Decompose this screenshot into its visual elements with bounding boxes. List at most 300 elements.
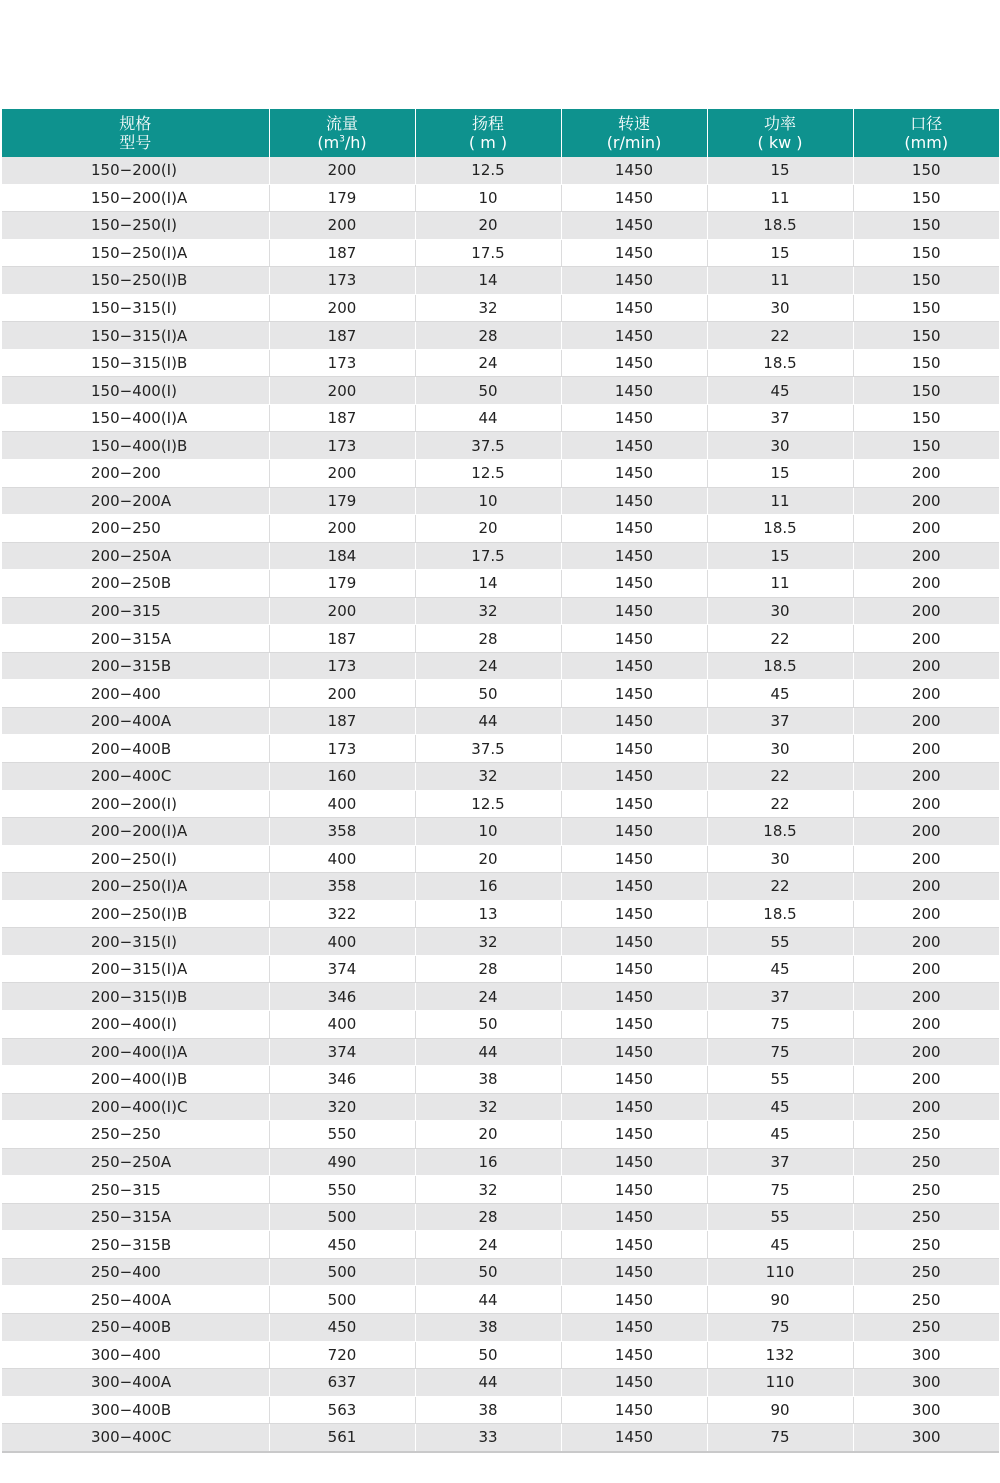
cell-flow: 358 <box>269 818 415 846</box>
cell-head: 24 <box>415 1231 561 1259</box>
cell-diameter: 200 <box>853 1010 999 1038</box>
cell-power: 15 <box>707 460 853 488</box>
cell-model: 150−315(I) <box>2 294 269 322</box>
cell-model: 250−400A <box>2 1286 269 1314</box>
cell-flow: 200 <box>269 157 415 184</box>
cell-head: 20 <box>415 515 561 543</box>
table-row <box>2 239 999 267</box>
header-power: 功率 ( kw ) <box>707 109 853 157</box>
cell-model: 200−400(I)B <box>2 1066 269 1094</box>
cell-power: 22 <box>707 790 853 818</box>
cell-power: 30 <box>707 294 853 322</box>
cell-flow: 450 <box>269 1231 415 1259</box>
cell-diameter: 300 <box>853 1341 999 1369</box>
table-row <box>2 570 999 598</box>
cell-model: 200−200(I) <box>2 790 269 818</box>
cell-model: 250−400 <box>2 1258 269 1286</box>
cell-model: 200−400B <box>2 735 269 763</box>
cell-speed: 1450 <box>561 1424 707 1452</box>
cell-power: 37 <box>707 707 853 735</box>
cell-head: 38 <box>415 1396 561 1424</box>
cell-flow: 400 <box>269 1010 415 1038</box>
table-row <box>2 294 999 322</box>
cell-speed: 1450 <box>561 955 707 983</box>
cell-flow: 400 <box>269 845 415 873</box>
cell-diameter: 150 <box>853 212 999 240</box>
table-row <box>2 460 999 488</box>
cell-model: 200−400(I)C <box>2 1093 269 1121</box>
cell-head: 10 <box>415 184 561 212</box>
table-row <box>2 763 999 791</box>
cell-flow: 490 <box>269 1148 415 1176</box>
cell-head: 32 <box>415 763 561 791</box>
cell-diameter: 200 <box>853 873 999 901</box>
cell-flow: 200 <box>269 597 415 625</box>
cell-power: 22 <box>707 625 853 653</box>
table-row <box>2 515 999 543</box>
header-head: 扬程 ( m ) <box>415 109 561 157</box>
cell-flow: 187 <box>269 404 415 432</box>
cell-model: 150−315(I)A <box>2 322 269 350</box>
cell-diameter: 150 <box>853 239 999 267</box>
table-row <box>2 1148 999 1176</box>
table-row <box>2 157 999 184</box>
cell-head: 12.5 <box>415 790 561 818</box>
cell-speed: 1450 <box>561 625 707 653</box>
cell-power: 45 <box>707 680 853 708</box>
cell-model: 200−315(I)A <box>2 955 269 983</box>
cell-head: 44 <box>415 404 561 432</box>
cell-power: 45 <box>707 1231 853 1259</box>
cell-model: 150−400(I)B <box>2 432 269 460</box>
cell-model: 200−400(I)A <box>2 1038 269 1066</box>
cell-speed: 1450 <box>561 322 707 350</box>
cell-power: 18.5 <box>707 818 853 846</box>
cell-power: 55 <box>707 928 853 956</box>
cell-speed: 1450 <box>561 735 707 763</box>
cell-model: 200−400C <box>2 763 269 791</box>
cell-diameter: 250 <box>853 1203 999 1231</box>
cell-flow: 200 <box>269 212 415 240</box>
cell-power: 45 <box>707 377 853 405</box>
cell-flow: 200 <box>269 515 415 543</box>
table-row <box>2 873 999 901</box>
header-speed: 转速 (r/min) <box>561 109 707 157</box>
cell-model: 200−400(I) <box>2 1010 269 1038</box>
cell-speed: 1450 <box>561 1396 707 1424</box>
cell-power: 22 <box>707 873 853 901</box>
cell-speed: 1450 <box>561 212 707 240</box>
cell-model: 200−400A <box>2 707 269 735</box>
table-row <box>2 955 999 983</box>
cell-diameter: 200 <box>853 790 999 818</box>
cell-diameter: 150 <box>853 267 999 295</box>
header-diameter: 口径 (mm) <box>853 109 999 157</box>
cell-speed: 1450 <box>561 873 707 901</box>
cell-diameter: 250 <box>853 1121 999 1149</box>
cell-flow: 500 <box>269 1258 415 1286</box>
cell-model: 200−315(I)B <box>2 983 269 1011</box>
cell-power: 45 <box>707 955 853 983</box>
table-row <box>2 818 999 846</box>
cell-head: 17.5 <box>415 239 561 267</box>
cell-flow: 173 <box>269 652 415 680</box>
cell-model: 200−315 <box>2 597 269 625</box>
table-header <box>2 109 999 157</box>
cell-speed: 1450 <box>561 597 707 625</box>
cell-model: 300−400B <box>2 1396 269 1424</box>
cell-model: 200−250(I) <box>2 845 269 873</box>
cell-head: 50 <box>415 1341 561 1369</box>
cell-model: 150−315(I)B <box>2 349 269 377</box>
cell-head: 50 <box>415 1010 561 1038</box>
table-row <box>2 928 999 956</box>
cell-diameter: 200 <box>853 570 999 598</box>
table-row <box>2 184 999 212</box>
cell-diameter: 200 <box>853 652 999 680</box>
table-row <box>2 845 999 873</box>
cell-flow: 400 <box>269 790 415 818</box>
cell-head: 32 <box>415 597 561 625</box>
cell-model: 250−250 <box>2 1121 269 1149</box>
cell-power: 75 <box>707 1313 853 1341</box>
cell-diameter: 250 <box>853 1258 999 1286</box>
header-flow: 流量 $(m^3/h)$ <box>269 109 415 157</box>
cell-diameter: 150 <box>853 294 999 322</box>
table-row <box>2 377 999 405</box>
cell-head: 10 <box>415 487 561 515</box>
cell-diameter: 200 <box>853 763 999 791</box>
table-row <box>2 1231 999 1259</box>
cell-diameter: 250 <box>853 1176 999 1204</box>
cell-head: 32 <box>415 1093 561 1121</box>
cell-model: 150−200(I)A <box>2 184 269 212</box>
table-row <box>2 625 999 653</box>
cell-model: 200−250(I)B <box>2 900 269 928</box>
cell-speed: 1450 <box>561 818 707 846</box>
cell-power: 55 <box>707 1203 853 1231</box>
cell-model: 150−250(I)A <box>2 239 269 267</box>
cell-power: 55 <box>707 1066 853 1094</box>
cell-model: 200−250(I)A <box>2 873 269 901</box>
cell-model: 200−400 <box>2 680 269 708</box>
table-row <box>2 349 999 377</box>
table-row <box>2 1424 999 1452</box>
cell-flow: 179 <box>269 570 415 598</box>
cell-power: 90 <box>707 1286 853 1314</box>
cell-flow: 173 <box>269 735 415 763</box>
cell-diameter: 200 <box>853 542 999 570</box>
cell-diameter: 300 <box>853 1424 999 1452</box>
cell-speed: 1450 <box>561 1369 707 1397</box>
table-row <box>2 322 999 350</box>
cell-model: 150−400(I)A <box>2 404 269 432</box>
cell-flow: 160 <box>269 763 415 791</box>
cell-flow: 173 <box>269 349 415 377</box>
table-row <box>2 790 999 818</box>
cell-model: 150−250(I) <box>2 212 269 240</box>
cell-speed: 1450 <box>561 1010 707 1038</box>
cell-speed: 1450 <box>561 542 707 570</box>
cell-head: 32 <box>415 1176 561 1204</box>
cell-flow: 187 <box>269 322 415 350</box>
cell-power: 37 <box>707 404 853 432</box>
cell-head: 28 <box>415 625 561 653</box>
cell-flow: 400 <box>269 928 415 956</box>
cell-model: 200−250A <box>2 542 269 570</box>
cell-diameter: 150 <box>853 349 999 377</box>
cell-flow: 500 <box>269 1286 415 1314</box>
cell-speed: 1450 <box>561 1148 707 1176</box>
cell-speed: 1450 <box>561 928 707 956</box>
cell-power: 18.5 <box>707 652 853 680</box>
cell-diameter: 200 <box>853 845 999 873</box>
cell-diameter: 200 <box>853 487 999 515</box>
cell-diameter: 200 <box>853 928 999 956</box>
cell-speed: 1450 <box>561 1176 707 1204</box>
cell-head: 44 <box>415 707 561 735</box>
table-row <box>2 542 999 570</box>
cell-diameter: 200 <box>853 680 999 708</box>
cell-flow: 200 <box>269 680 415 708</box>
cell-power: 75 <box>707 1424 853 1452</box>
cell-model: 300−400A <box>2 1369 269 1397</box>
cell-model: 300−400C <box>2 1424 269 1452</box>
cell-power: 45 <box>707 1093 853 1121</box>
table-row <box>2 404 999 432</box>
cell-flow: 322 <box>269 900 415 928</box>
cell-head: 50 <box>415 377 561 405</box>
table-row <box>2 1093 999 1121</box>
cell-model: 200−200 <box>2 460 269 488</box>
cell-head: 32 <box>415 294 561 322</box>
table-row <box>2 1258 999 1286</box>
cell-head: 13 <box>415 900 561 928</box>
cell-diameter: 150 <box>853 432 999 460</box>
table-row <box>2 1066 999 1094</box>
cell-speed: 1450 <box>561 267 707 295</box>
cell-speed: 1450 <box>561 1093 707 1121</box>
cell-diameter: 150 <box>853 377 999 405</box>
cell-power: 30 <box>707 845 853 873</box>
cell-speed: 1450 <box>561 184 707 212</box>
cell-power: 15 <box>707 542 853 570</box>
cell-head: 44 <box>415 1038 561 1066</box>
cell-flow: 500 <box>269 1203 415 1231</box>
cell-power: 15 <box>707 239 853 267</box>
cell-speed: 1450 <box>561 460 707 488</box>
cell-speed: 1450 <box>561 707 707 735</box>
cell-head: 10 <box>415 818 561 846</box>
cell-speed: 1450 <box>561 432 707 460</box>
table-row <box>2 652 999 680</box>
cell-flow: 200 <box>269 377 415 405</box>
cell-speed: 1450 <box>561 294 707 322</box>
table-row <box>2 1176 999 1204</box>
cell-head: 16 <box>415 1148 561 1176</box>
cell-flow: 563 <box>269 1396 415 1424</box>
cell-speed: 1450 <box>561 763 707 791</box>
cell-diameter: 200 <box>853 983 999 1011</box>
table-row <box>2 900 999 928</box>
cell-flow: 200 <box>269 294 415 322</box>
cell-power: 15 <box>707 157 853 184</box>
header-row <box>2 109 999 157</box>
cell-power: 90 <box>707 1396 853 1424</box>
cell-flow: 450 <box>269 1313 415 1341</box>
cell-speed: 1450 <box>561 1286 707 1314</box>
cell-speed: 1450 <box>561 652 707 680</box>
header-model: 规格 型号 <box>2 109 269 157</box>
cell-diameter: 200 <box>853 515 999 543</box>
cell-flow: 720 <box>269 1341 415 1369</box>
cell-flow: 374 <box>269 1038 415 1066</box>
cell-flow: 550 <box>269 1176 415 1204</box>
cell-flow: 374 <box>269 955 415 983</box>
cell-diameter: 300 <box>853 1396 999 1424</box>
cell-diameter: 200 <box>853 707 999 735</box>
cell-model: 300−400 <box>2 1341 269 1369</box>
cell-power: 22 <box>707 322 853 350</box>
cell-model: 200−315(I) <box>2 928 269 956</box>
cell-diameter: 200 <box>853 900 999 928</box>
cell-model: 250−315 <box>2 1176 269 1204</box>
table-row <box>2 735 999 763</box>
cell-speed: 1450 <box>561 1258 707 1286</box>
pump-spec-table <box>2 109 999 1453</box>
cell-power: 37 <box>707 1148 853 1176</box>
cell-power: 18.5 <box>707 900 853 928</box>
cell-diameter: 150 <box>853 184 999 212</box>
cell-speed: 1450 <box>561 487 707 515</box>
cell-diameter: 250 <box>853 1313 999 1341</box>
cell-model: 250−315A <box>2 1203 269 1231</box>
cell-diameter: 200 <box>853 460 999 488</box>
cell-diameter: 300 <box>853 1369 999 1397</box>
cell-power: 11 <box>707 570 853 598</box>
table-row <box>2 1341 999 1369</box>
cell-flow: 346 <box>269 1066 415 1094</box>
cell-power: 30 <box>707 432 853 460</box>
table-row <box>2 1203 999 1231</box>
cell-speed: 1450 <box>561 1066 707 1094</box>
cell-speed: 1450 <box>561 377 707 405</box>
cell-flow: 187 <box>269 707 415 735</box>
cell-power: 37 <box>707 983 853 1011</box>
cell-head: 14 <box>415 267 561 295</box>
cell-flow: 187 <box>269 625 415 653</box>
cell-model: 250−400B <box>2 1313 269 1341</box>
cell-power: 11 <box>707 267 853 295</box>
table-row <box>2 597 999 625</box>
cell-head: 38 <box>415 1313 561 1341</box>
cell-speed: 1450 <box>561 680 707 708</box>
table-row <box>2 1121 999 1149</box>
table-row <box>2 680 999 708</box>
cell-power: 30 <box>707 735 853 763</box>
cell-flow: 184 <box>269 542 415 570</box>
cell-power: 132 <box>707 1341 853 1369</box>
cell-flow: 561 <box>269 1424 415 1452</box>
cell-power: 11 <box>707 184 853 212</box>
table-row <box>2 1396 999 1424</box>
cell-model: 150−400(I) <box>2 377 269 405</box>
table-row <box>2 1038 999 1066</box>
cell-flow: 173 <box>269 432 415 460</box>
cell-head: 24 <box>415 983 561 1011</box>
cell-power: 30 <box>707 597 853 625</box>
cell-power: 110 <box>707 1258 853 1286</box>
cell-diameter: 200 <box>853 1093 999 1121</box>
cell-speed: 1450 <box>561 1341 707 1369</box>
cell-speed: 1450 <box>561 1231 707 1259</box>
cell-power: 75 <box>707 1176 853 1204</box>
cell-power: 22 <box>707 763 853 791</box>
cell-model: 200−315A <box>2 625 269 653</box>
cell-head: 12.5 <box>415 157 561 184</box>
cell-diameter: 250 <box>853 1286 999 1314</box>
cell-model: 200−200A <box>2 487 269 515</box>
cell-model: 250−315B <box>2 1231 269 1259</box>
cell-power: 75 <box>707 1010 853 1038</box>
cell-flow: 550 <box>269 1121 415 1149</box>
cell-flow: 320 <box>269 1093 415 1121</box>
cell-model: 150−200(I) <box>2 157 269 184</box>
cell-head: 12.5 <box>415 460 561 488</box>
cell-power: 45 <box>707 1121 853 1149</box>
table-row <box>2 707 999 735</box>
table-body <box>2 157 999 1452</box>
cell-speed: 1450 <box>561 570 707 598</box>
cell-head: 37.5 <box>415 432 561 460</box>
cell-flow: 187 <box>269 239 415 267</box>
cell-diameter: 200 <box>853 818 999 846</box>
cell-diameter: 200 <box>853 955 999 983</box>
cell-flow: 173 <box>269 267 415 295</box>
cell-speed: 1450 <box>561 239 707 267</box>
table-row <box>2 212 999 240</box>
table-row <box>2 432 999 460</box>
cell-head: 20 <box>415 212 561 240</box>
table-row <box>2 1010 999 1038</box>
cell-diameter: 200 <box>853 1066 999 1094</box>
cell-head: 44 <box>415 1286 561 1314</box>
cell-model: 150−250(I)B <box>2 267 269 295</box>
cell-head: 37.5 <box>415 735 561 763</box>
cell-speed: 1450 <box>561 1313 707 1341</box>
cell-flow: 179 <box>269 184 415 212</box>
cell-speed: 1450 <box>561 515 707 543</box>
cell-head: 24 <box>415 652 561 680</box>
cell-speed: 1450 <box>561 845 707 873</box>
cell-speed: 1450 <box>561 1121 707 1149</box>
cell-speed: 1450 <box>561 1038 707 1066</box>
cell-model: 200−315B <box>2 652 269 680</box>
cell-speed: 1450 <box>561 790 707 818</box>
cell-diameter: 200 <box>853 625 999 653</box>
cell-head: 17.5 <box>415 542 561 570</box>
cell-power: 75 <box>707 1038 853 1066</box>
cell-head: 14 <box>415 570 561 598</box>
cell-speed: 1450 <box>561 349 707 377</box>
cell-power: 18.5 <box>707 349 853 377</box>
table-row <box>2 1313 999 1341</box>
cell-head: 44 <box>415 1369 561 1397</box>
cell-power: 11 <box>707 487 853 515</box>
cell-head: 20 <box>415 845 561 873</box>
cell-speed: 1450 <box>561 983 707 1011</box>
cell-head: 20 <box>415 1121 561 1149</box>
